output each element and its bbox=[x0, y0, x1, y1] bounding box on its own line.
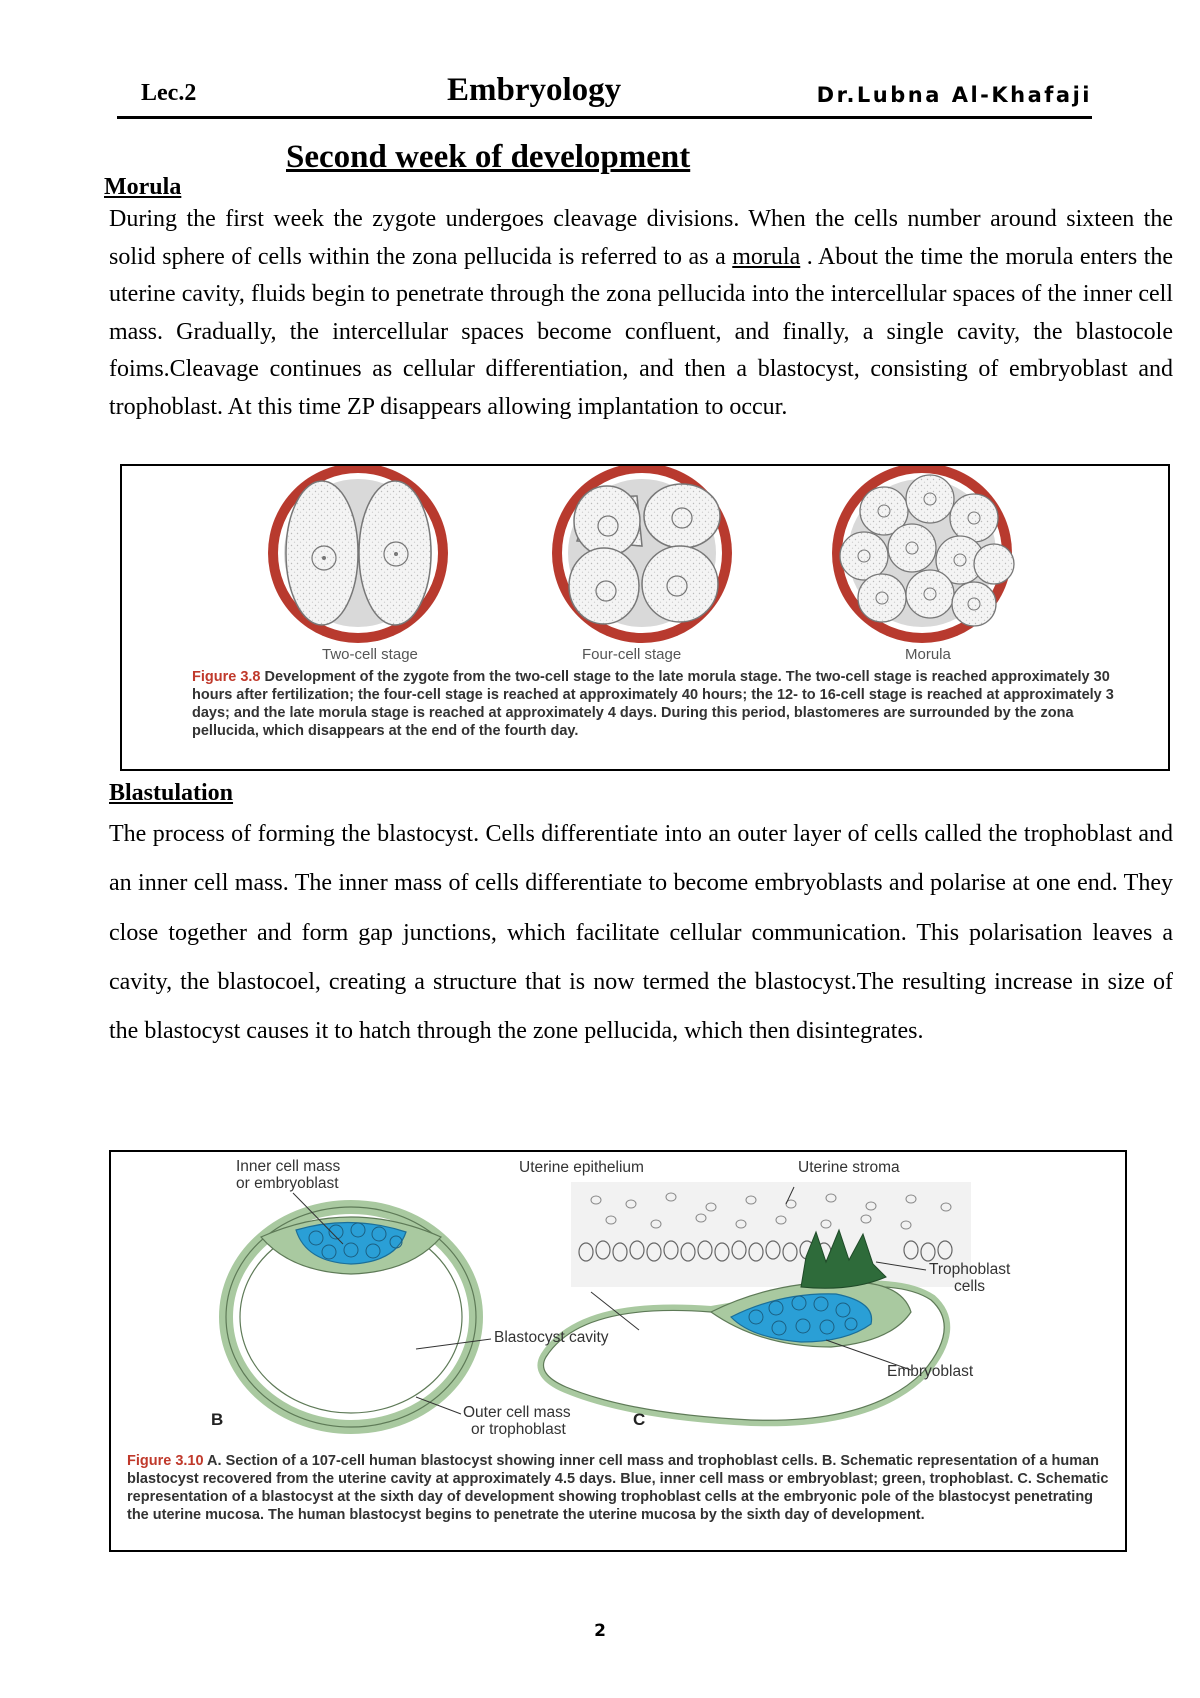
label-trophoblast-cells: cells bbox=[954, 1278, 986, 1295]
panel-letter-c: C bbox=[633, 1410, 646, 1429]
morula-term: morula bbox=[732, 243, 801, 270]
label-uterine-epithelium: Uterine epithelium bbox=[519, 1159, 644, 1176]
section-heading-morula: Morula bbox=[104, 174, 182, 200]
implantation-panel-c bbox=[544, 1182, 972, 1420]
label-two-cell-stage: Two-cell stage bbox=[322, 646, 418, 663]
label-outer-cell-mass: Outer cell mass bbox=[463, 1404, 571, 1421]
morula-text-1: During the first week the zygote undergoes cleavage divisions. When the cells number around sixteen the solid sphere of cells within the zona pellucida is referred to as a bbox=[109, 206, 1173, 270]
blastulation-paragraph: The process of forming the blastocyst. Cells differentiate into an outer layer of cells called the trophoblast and an inner cell mass. The inner mass of cells differentiate to become embryoblasts and polarise at one end. They close together and form gap junctions, which facilitate cellular communication. This polarisation leaves a cavity, the blastocoel, creating a structure that is now termed the blastocyst.The resulting increase in size of the blastocyst causes it to hatch through the zone pellucida, which then disintegrates. bbox=[109, 821, 1173, 1045]
label-inner-cell-mass: Inner cell mass bbox=[236, 1158, 341, 1175]
author-name: Dr.Lubna Al-Khafaji bbox=[816, 83, 1092, 107]
figure-3-8-caption-text: Development of the zygote from the two-cell stage to the late morula stage. The two-cell stage is reached approximately 30 hours after fertilization; the four-cell stage is reached at approximately 40 hours; the 12- to 16-cell stage is reached at approximately 3 days; and the late morula stage is reached at approximately 4 days. During this period, blastomeres are surrounded by the zona pellucida, which disappears at the end of the fourth day. bbox=[192, 669, 1114, 739]
figure-3-10-caption-text: A. Section of a 107-cell human blastocyst showing inner cell mass and trophoblast cells. B. Schematic representation of a human blastocyst recovered from the uterine cavity at approximately 4.5 days. Blue, inner cell mass or embryoblast; green, trophoblast. C. Schematic representation of a blastocyst at the sixth day of development showing trophoblast cells at the embryonic pole of the blastocyst penetrating the uterine mucosa. The human blastocyst begins to penetrate the uterine mucosa by the sixth day of development. bbox=[127, 1453, 1109, 1523]
four-cell-stage-drawing bbox=[552, 466, 732, 643]
section-heading-blastulation: Blastulation bbox=[109, 780, 234, 806]
lecture-number: Lec.2 bbox=[141, 80, 197, 106]
label-embryoblast: Embryoblast bbox=[887, 1363, 974, 1380]
figure-3-10 bbox=[109, 1150, 1127, 1552]
figure-3-10-caption bbox=[127, 1452, 1112, 1524]
two-cell-stage-drawing bbox=[268, 466, 448, 643]
cleavage-stages-illustration bbox=[122, 466, 1168, 666]
blastocyst-panel-b bbox=[226, 1193, 491, 1427]
morula-paragraph bbox=[109, 201, 1173, 426]
morula-text-2: . About the time the morula enters the uterine cavity, fluids begin to penetrate through the zona pellucida into the intercellular spaces of the inner cell mass. Gradually, the intercellular spaces become confluent, and finally, a single cavity, the blastocole foims.Cleavage continues as cellular differentiation, and then a blastocyst, consisting of embryoblast and trophoblast. At this time ZP disappears allowing implantation to occur. bbox=[109, 243, 1174, 420]
label-morula: Morula bbox=[905, 646, 951, 663]
figure-3-8 bbox=[120, 464, 1170, 771]
figure-3-10-label: Figure 3.10 bbox=[127, 1453, 204, 1469]
morula-drawing bbox=[832, 466, 1014, 643]
blastocyst-illustration bbox=[111, 1152, 1125, 1442]
label-or-embryoblast: or embryoblast bbox=[236, 1175, 339, 1192]
page-title: Second week of development bbox=[286, 139, 691, 175]
page-number: 2 bbox=[594, 1621, 606, 1641]
label-four-cell-stage: Four-cell stage bbox=[582, 646, 682, 663]
panel-letter-b: B bbox=[211, 1410, 224, 1429]
figure-3-8-caption bbox=[192, 668, 1132, 740]
label-trophoblast: Trophoblast bbox=[929, 1261, 1011, 1278]
label-blastocyst-cavity: Blastocyst cavity bbox=[494, 1329, 609, 1346]
figure-3-8-label: Figure 3.8 bbox=[192, 669, 261, 685]
label-uterine-stroma: Uterine stroma bbox=[798, 1159, 900, 1176]
course-title: Embryology bbox=[447, 72, 622, 108]
running-header bbox=[117, 72, 1092, 119]
label-or-trophoblast: or trophoblast bbox=[471, 1421, 566, 1438]
